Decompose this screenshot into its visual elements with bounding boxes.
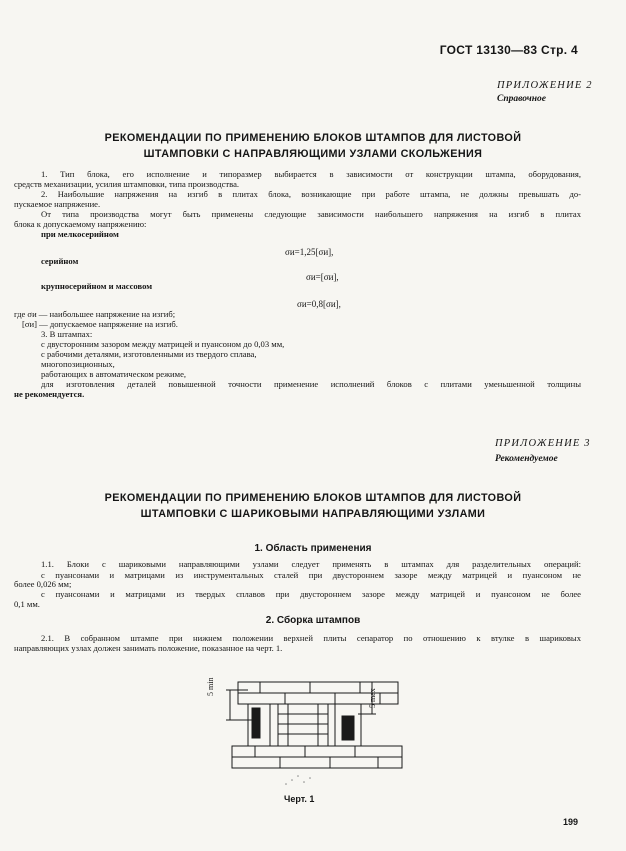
die-assembly-drawing	[200, 668, 420, 788]
figure-caption: Черт. 1	[284, 794, 315, 804]
where-line-1: где σи — наибольшее напряжение на изгиб;	[14, 309, 176, 319]
document-header: ГОСТ 13130—83 Стр. 4	[439, 43, 578, 57]
case-small-batch: при мелкосерийном	[41, 229, 119, 239]
where-line-2: [σи] — допускаемое напряжение на изгиб.	[22, 319, 178, 329]
paragraph-4-item-d: работающих в автоматическом режиме,	[41, 369, 187, 379]
page-number: 199	[563, 817, 579, 827]
paragraph-3-line-1: От типа производства могут быть применены следующие зависимости наибольшего напряжения на изгиб в плитах	[41, 209, 581, 219]
case-serial: серийном	[41, 256, 79, 266]
dimension-label-right: 5 max	[368, 688, 377, 708]
section-1-heading: 1. Область применения	[254, 543, 372, 554]
section-1-line-3: более 0,026 мм;	[14, 579, 72, 589]
formula-3: σи=0,8[σи],	[297, 299, 341, 309]
formula-2: σи=[σи],	[306, 272, 339, 282]
section-1-line-1: 1.1. Блоки с шариковыми направляющими узлами следует применять в штампах для разделительных операций:	[41, 559, 581, 569]
section-2-heading: 2. Сборка штампов	[265, 615, 361, 626]
appendix-3-label: ПРИЛОЖЕНИЕ 3	[495, 438, 591, 449]
case-mass: крупносерийном и массовом	[41, 281, 153, 291]
section-2-line-1: 2.1. В собранном штампе при нижнем положении верхней плиты сепаратор по отношению к втулке в шариковых	[41, 633, 581, 643]
appendix-3-title: РЕКОМЕНДАЦИИ ПО ПРИМЕНЕНИЮ БЛОКОВ ШТАМПОВ ДЛЯ ЛИСТОВОЙ ШТАМПОВКИ С ШАРИКОВЫМИ НАПРАВЛЯЮЩИМИ УЗЛАМИ	[104, 492, 522, 520]
section-1-line-4: с пуансонами и матрицами из твердых сплавов при двустороннем зазоре между матрицей и пуансоном не более	[41, 589, 581, 599]
paragraph-4-item-a: с двусторонним зазором между матрицей и пуансоном до 0,03 мм,	[41, 339, 285, 349]
section-1-line-2: с пуансонами и матрицами из инструментальных сталей при двустороннем зазоре между матрицей и пуансоном не	[41, 570, 581, 580]
paragraph-3-line-2: блока к допускаемому напряжению:	[14, 219, 147, 229]
paragraph-4-item-e-line-1: для изготовления деталей повышенной точности применение исполнений блоков с плитами уменьшенной толщины	[41, 379, 581, 389]
paragraph-4-item-b: с рабочими деталями, изготовленными из твердого сплава,	[41, 349, 257, 359]
appendix-2-title: РЕКОМЕНДАЦИИ ПО ПРИМЕНЕНИЮ БЛОКОВ ШТАМПОВ ДЛЯ ЛИСТОВОЙ ШТАМПОВКИ С НАПРАВЛЯЮЩИМИ УЗЛАМИ СКОЛЬЖЕНИЯ	[104, 132, 522, 160]
paragraph-2-line-1: 2. Наибольшие напряжения на изгиб в плитах блока, возникающие при работе штампа, не должны превышать до-	[41, 189, 581, 199]
paragraph-4: 3. В штампах:	[41, 329, 93, 339]
formula-1: σи=1,25[σи],	[285, 247, 334, 257]
appendix-2-label: ПРИЛОЖЕНИЕ 2	[497, 80, 593, 91]
paragraph-2-line-2: пускаемое напряжение.	[14, 199, 101, 209]
appendix-3-type: Рекомендуемое	[495, 454, 558, 464]
dimension-label-left: 5 min	[206, 677, 215, 696]
appendix-2-type: Справочное	[497, 94, 546, 104]
left-ball-cage	[252, 708, 260, 738]
paragraph-4-item-e-line-2: не рекомендуется.	[14, 389, 85, 399]
paragraph-1-line-1: 1. Тип блока, его исполнение и типоразмер выбирается в зависимости от конструкции штампа, оборудования,	[41, 169, 581, 179]
working-zone	[278, 704, 328, 746]
paragraph-4-item-c: многопозиционных,	[41, 359, 115, 369]
paragraph-1-line-2: средств механизации, усилия штамповки, типа производства.	[14, 179, 240, 189]
section-1-line-5: 0,1 мм.	[14, 599, 40, 609]
right-ball-cage	[342, 716, 354, 740]
section-2-line-2: направляющих узлах должен занимать положение, показанное на черт. 1.	[14, 643, 283, 653]
